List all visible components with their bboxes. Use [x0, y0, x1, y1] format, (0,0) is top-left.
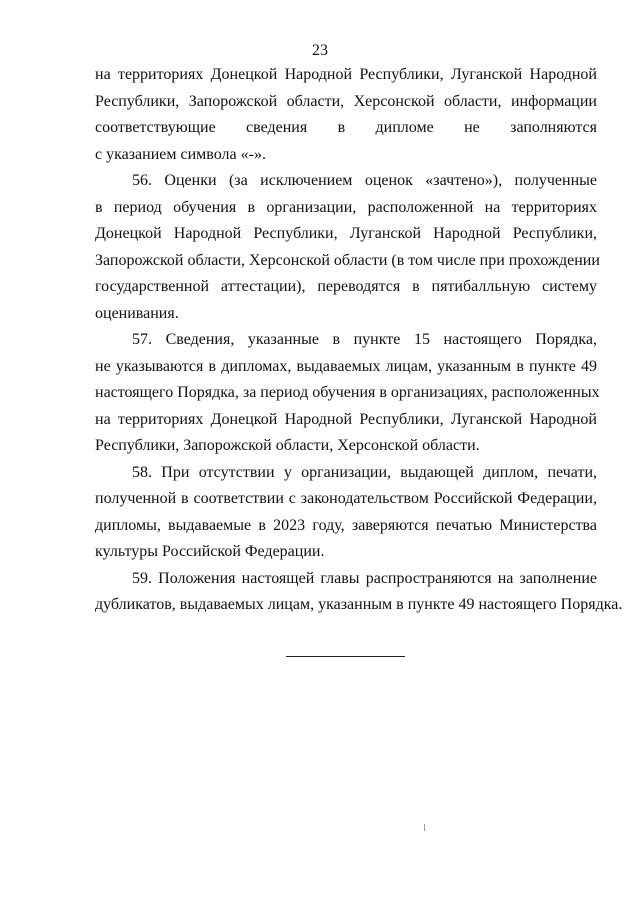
text-line: на территориях Донецкой Народной Республики, Луганской Народной: [95, 66, 597, 83]
paragraph-59: [95, 566, 623, 619]
text-line: 58. При отсутствии у организации, выдающей диплом, печати,: [132, 463, 597, 481]
text-line: дубликатов, выдаваемых лицам, указанным в пункте 49 настоящего Порядка.: [95, 596, 623, 613]
text-line: культуры Российской Федерации.: [95, 543, 325, 560]
text-line: на территориях Донецкой Народной Республики, Луганской Народной: [95, 410, 597, 428]
text-line: Республики, Запорожской области, Херсонской области.: [95, 437, 480, 454]
body-text: [95, 62, 623, 619]
text-line: государственной аттестации), переводятся в пятибалльную систему: [95, 278, 597, 295]
text-line: дипломы, выдаваемые в 2023 году, заверяются печатью Министерства: [95, 516, 597, 534]
text-line: 59. Положения настоящей главы распространяются на заполнение: [132, 569, 597, 587]
paragraph-57: [95, 327, 600, 460]
text-line: с указанием символа «-».: [95, 145, 266, 163]
text-line: 56. Оценки (за исключением оценок «зачтено»), полученные: [132, 172, 597, 189]
paragraph-continuation: [95, 62, 597, 168]
text-line: Донецкой Народной Республики, Луганской Народной Республики,: [95, 225, 597, 242]
end-separator-line: [286, 656, 405, 657]
paragraph-56: [95, 168, 600, 327]
scan-speck: [424, 824, 425, 831]
text-line: не указываются в дипломах, выдаваемых лицам, указанным в пункте 49: [95, 357, 597, 375]
text-line: оценивания.: [95, 304, 179, 322]
text-line: настоящего Порядка, за период обучения в организациях, расположенных: [95, 384, 600, 401]
text-line: в период обучения в организации, расположенной на территориях: [95, 198, 597, 216]
text-line: Запорожской области, Херсонской области (в том числе при прохождении: [95, 251, 600, 269]
text-line: полученной в соответствии с законодательством Российской Федерации,: [95, 490, 597, 507]
page-number: 23: [312, 42, 328, 59]
text-line: Республики, Запорожской области, Херсонской области, информации: [95, 92, 597, 110]
text-line: соответствующие сведения в дипломе не заполняются: [95, 119, 597, 136]
text-line: 57. Сведения, указанные в пункте 15 настоящего Порядка,: [132, 331, 597, 348]
paragraph-58: [95, 460, 597, 566]
